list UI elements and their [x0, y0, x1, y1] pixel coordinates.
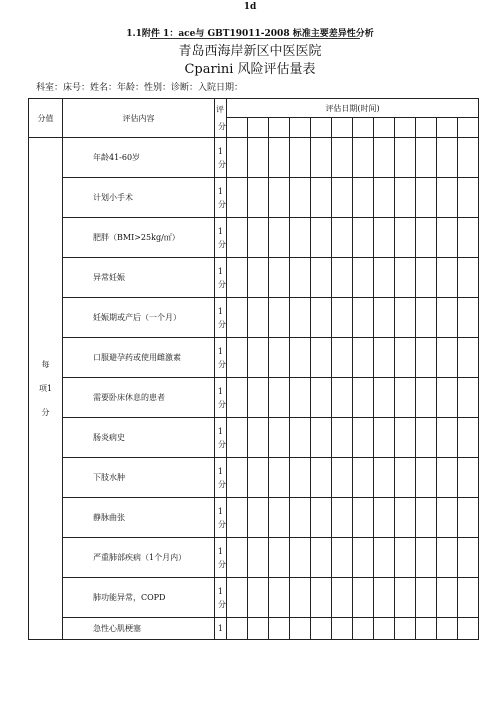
assessment-entry-cell[interactable]: [332, 458, 353, 498]
assessment-entry-cell[interactable]: [374, 538, 395, 578]
assessment-entry-cell[interactable]: [374, 338, 395, 378]
assessment-entry-cell[interactable]: [332, 578, 353, 618]
points-unit: 分: [218, 479, 226, 489]
assessment-entry-cell[interactable]: [353, 178, 374, 218]
assessment-entry-cell[interactable]: [458, 138, 479, 178]
assessment-entry-cell[interactable]: [290, 338, 311, 378]
assessment-entry-cell[interactable]: [458, 618, 479, 640]
risk-item-points: [215, 458, 227, 498]
assessment-entry-cell[interactable]: [374, 458, 395, 498]
points-unit: 分: [218, 199, 226, 209]
assessment-entry-cell[interactable]: [227, 138, 248, 178]
assessment-entry-cell[interactable]: [353, 418, 374, 458]
risk-item-label: 需要卧床休息的患者: [63, 378, 215, 418]
risk-item-points: [215, 178, 227, 218]
assessment-entry-cell[interactable]: [374, 378, 395, 418]
date-cell-header[interactable]: [353, 118, 374, 138]
assessment-entry-cell[interactable]: [332, 138, 353, 178]
assessment-entry-cell[interactable]: [227, 578, 248, 618]
date-cell-header[interactable]: [332, 118, 353, 138]
assessment-entry-cell[interactable]: [227, 258, 248, 298]
assessment-entry-cell[interactable]: [374, 258, 395, 298]
assessment-entry-cell[interactable]: [248, 578, 269, 618]
assessment-entry-cell[interactable]: [437, 418, 458, 458]
points-value: 1: [217, 346, 223, 356]
table-row: [29, 578, 479, 618]
assessment-entry-cell[interactable]: [248, 378, 269, 418]
assessment-entry-cell[interactable]: [332, 178, 353, 218]
points-value: 1: [217, 266, 223, 276]
assessment-entry-cell[interactable]: [290, 418, 311, 458]
assessment-entry-cell[interactable]: [353, 378, 374, 418]
assessment-entry-cell[interactable]: [269, 378, 290, 418]
assessment-entry-cell[interactable]: [374, 618, 395, 640]
assessment-entry-cell[interactable]: [395, 138, 416, 178]
date-cell-header[interactable]: [416, 118, 437, 138]
assessment-entry-cell[interactable]: [437, 458, 458, 498]
points-value: 1: [217, 546, 223, 556]
assessment-entry-cell[interactable]: [332, 538, 353, 578]
assessment-entry-cell[interactable]: [416, 218, 437, 258]
points-value: 1: [217, 186, 223, 196]
table-row: [29, 138, 479, 178]
risk-item-label: 口服避孕药或使用雌激素: [63, 338, 215, 378]
assessment-entry-cell[interactable]: [458, 498, 479, 538]
date-cell-header[interactable]: [227, 118, 248, 138]
assessment-entry-cell[interactable]: [290, 378, 311, 418]
assessment-entry-cell[interactable]: [227, 378, 248, 418]
points-unit: 分: [218, 399, 226, 409]
assessment-entry-cell[interactable]: [416, 138, 437, 178]
assessment-entry-cell[interactable]: [353, 138, 374, 178]
group-label-line: 分: [41, 407, 50, 417]
assessment-entry-cell[interactable]: [416, 618, 437, 640]
table-row: [29, 538, 479, 578]
assessment-entry-cell[interactable]: [311, 538, 332, 578]
points-header-bottom: 分: [218, 122, 226, 131]
assessment-entry-cell[interactable]: [311, 378, 332, 418]
assessment-entry-cell[interactable]: [269, 538, 290, 578]
page-number: 1d: [243, 2, 257, 12]
assessment-entry-cell[interactable]: [269, 578, 290, 618]
form-title: Cparini 风险评估量表: [184, 62, 316, 77]
hospital-name: 青岛西海岸新区中医医院: [178, 44, 322, 59]
assessment-entry-cell[interactable]: [269, 258, 290, 298]
table-row: [29, 618, 479, 640]
assessment-entry-cell[interactable]: [269, 338, 290, 378]
attachment-underline: [150, 38, 360, 39]
assessment-entry-cell[interactable]: [458, 258, 479, 298]
assessment-entry-cell[interactable]: [227, 218, 248, 258]
date-cell-header[interactable]: [374, 118, 395, 138]
assessment-entry-cell[interactable]: [332, 258, 353, 298]
table-row: [29, 338, 479, 378]
table-row: [29, 218, 479, 258]
table-row: [29, 498, 479, 538]
risk-item-points: [215, 138, 227, 178]
assessment-entry-cell[interactable]: [374, 498, 395, 538]
assessment-entry-cell[interactable]: [416, 538, 437, 578]
assessment-entry-cell[interactable]: [416, 298, 437, 338]
assessment-entry-cell[interactable]: [248, 218, 269, 258]
risk-assessment-table: [28, 98, 479, 640]
points-unit: 分: [218, 439, 226, 449]
assessment-entry-cell[interactable]: [416, 258, 437, 298]
assessment-entry-cell[interactable]: [458, 338, 479, 378]
risk-item-label: 妊娠期或产后（一个月）: [63, 298, 215, 338]
points-column-header: [215, 99, 227, 138]
assessment-entry-cell[interactable]: [416, 378, 437, 418]
points-unit: 分: [218, 519, 226, 529]
assessment-entry-cell[interactable]: [416, 418, 437, 458]
points-value: 1: [217, 624, 223, 633]
assessment-entry-cell[interactable]: [290, 538, 311, 578]
assessment-entry-cell[interactable]: [269, 458, 290, 498]
table-row: [29, 378, 479, 418]
assessment-entry-cell[interactable]: [353, 458, 374, 498]
assessment-entry-cell[interactable]: [248, 138, 269, 178]
assessment-entry-cell[interactable]: [395, 578, 416, 618]
assessment-entry-cell[interactable]: [290, 178, 311, 218]
points-value: 1: [217, 386, 223, 396]
assessment-entry-cell[interactable]: [290, 138, 311, 178]
assessment-entry-cell[interactable]: [395, 378, 416, 418]
risk-item-points: [215, 338, 227, 378]
assessment-entry-cell[interactable]: [248, 538, 269, 578]
group-label-line: 项1: [38, 383, 53, 393]
assessment-entry-cell[interactable]: [416, 578, 437, 618]
assessment-entry-cell[interactable]: [227, 538, 248, 578]
assessment-entry-cell[interactable]: [353, 298, 374, 338]
assessment-entry-cell[interactable]: [437, 378, 458, 418]
content-column-header: 评估内容: [63, 99, 215, 138]
assessment-entry-cell[interactable]: [290, 218, 311, 258]
assessment-entry-cell[interactable]: [227, 178, 248, 218]
assessment-entry-cell[interactable]: [311, 458, 332, 498]
risk-item-label: 静脉曲张: [63, 498, 215, 538]
assessment-entry-cell[interactable]: [437, 538, 458, 578]
assessment-entry-cell[interactable]: [374, 578, 395, 618]
date-cell-header[interactable]: [437, 118, 458, 138]
assessment-entry-cell[interactable]: [458, 218, 479, 258]
assessment-entry-cell[interactable]: [269, 498, 290, 538]
assessment-entry-cell[interactable]: [311, 218, 332, 258]
assessment-entry-cell[interactable]: [416, 178, 437, 218]
assessment-entry-cell[interactable]: [374, 138, 395, 178]
assessment-entry-cell[interactable]: [395, 618, 416, 640]
assessment-entry-cell[interactable]: [311, 418, 332, 458]
assessment-entry-cell[interactable]: [416, 338, 437, 378]
assessment-entry-cell[interactable]: [332, 338, 353, 378]
assessment-entry-cell[interactable]: [332, 298, 353, 338]
assessment-entry-cell[interactable]: [416, 498, 437, 538]
assessment-entry-cell[interactable]: [374, 218, 395, 258]
assessment-entry-cell[interactable]: [248, 458, 269, 498]
assessment-entry-cell[interactable]: [311, 618, 332, 640]
attachment-title: 1.1附件 1：ace与 GBT19011-2008 标准主要差异性分析: [126, 29, 374, 39]
assessment-entry-cell[interactable]: [248, 298, 269, 338]
assessment-entry-cell[interactable]: [395, 418, 416, 458]
date-cell-header[interactable]: [248, 118, 269, 138]
risk-item-points: [215, 218, 227, 258]
assessment-entry-cell[interactable]: [290, 498, 311, 538]
risk-item-label: 肺功能异常，COPD: [63, 578, 215, 618]
assessment-entry-cell[interactable]: [353, 538, 374, 578]
assessment-entry-cell[interactable]: [353, 618, 374, 640]
points-unit: 分: [218, 559, 226, 569]
assessment-entry-cell[interactable]: [458, 458, 479, 498]
table-row: [29, 258, 479, 298]
assessment-entry-cell[interactable]: [332, 218, 353, 258]
assessment-entry-cell[interactable]: [458, 378, 479, 418]
risk-item-points: [215, 378, 227, 418]
header-row-top: [29, 99, 479, 118]
assessment-entry-cell[interactable]: [290, 578, 311, 618]
assessment-entry-cell[interactable]: [290, 458, 311, 498]
points-unit: 分: [218, 359, 226, 369]
points-unit: 分: [218, 279, 226, 289]
assessment-entry-cell[interactable]: [437, 258, 458, 298]
table-row: [29, 458, 479, 498]
assessment-entry-cell[interactable]: [290, 258, 311, 298]
assessment-entry-cell[interactable]: [395, 538, 416, 578]
points-value: 1: [217, 426, 223, 436]
assessment-entry-cell[interactable]: [395, 258, 416, 298]
points-value: 1: [217, 146, 223, 156]
table-row: [29, 298, 479, 338]
assessment-entry-cell[interactable]: [395, 498, 416, 538]
points-header-top: 评: [216, 105, 224, 114]
assessment-entry-cell[interactable]: [395, 218, 416, 258]
assessment-entry-cell[interactable]: [290, 298, 311, 338]
risk-item-points: [215, 498, 227, 538]
assessment-entry-cell[interactable]: [395, 458, 416, 498]
assessment-entry-cell[interactable]: [269, 298, 290, 338]
points-value: 1: [217, 586, 223, 596]
assessment-entry-cell[interactable]: [437, 138, 458, 178]
assessment-entry-cell[interactable]: [227, 458, 248, 498]
assessment-entry-cell[interactable]: [311, 578, 332, 618]
risk-item-points: [215, 618, 227, 640]
assessment-entry-cell[interactable]: [248, 178, 269, 218]
assessment-entry-cell[interactable]: [227, 298, 248, 338]
points-value: 1: [217, 306, 223, 316]
assessment-entry-cell[interactable]: [227, 338, 248, 378]
date-column-header: 评估日期(时间): [227, 99, 479, 118]
assessment-entry-cell[interactable]: [437, 498, 458, 538]
assessment-entry-cell[interactable]: [332, 498, 353, 538]
assessment-entry-cell[interactable]: [248, 618, 269, 640]
points-unit: 分: [218, 319, 226, 329]
assessment-entry-cell[interactable]: [374, 298, 395, 338]
assessment-entry-cell[interactable]: [437, 298, 458, 338]
assessment-entry-cell[interactable]: [395, 178, 416, 218]
date-cell-header[interactable]: [395, 118, 416, 138]
assessment-entry-cell[interactable]: [332, 418, 353, 458]
group-label-line: 每: [41, 359, 50, 369]
assessment-entry-cell[interactable]: [332, 618, 353, 640]
assessment-entry-cell[interactable]: [290, 618, 311, 640]
assessment-entry-cell[interactable]: [227, 498, 248, 538]
assessment-entry-cell[interactable]: [248, 418, 269, 458]
date-cell-header[interactable]: [269, 118, 290, 138]
assessment-entry-cell[interactable]: [269, 178, 290, 218]
assessment-entry-cell[interactable]: [353, 218, 374, 258]
assessment-entry-cell[interactable]: [332, 378, 353, 418]
risk-item-points: [215, 538, 227, 578]
assessment-entry-cell[interactable]: [353, 338, 374, 378]
assessment-entry-cell[interactable]: [269, 418, 290, 458]
risk-item-label: 年龄41-60岁: [63, 138, 215, 178]
assessment-entry-cell[interactable]: [374, 178, 395, 218]
patient-info-line: 科室：床号：姓名：年龄：性别：诊断：入院日期：: [36, 83, 244, 93]
assessment-entry-cell[interactable]: [458, 298, 479, 338]
assessment-entry-cell[interactable]: [227, 418, 248, 458]
assessment-entry-cell[interactable]: [374, 418, 395, 458]
assessment-entry-cell[interactable]: [437, 578, 458, 618]
assessment-entry-cell[interactable]: [248, 258, 269, 298]
assessment-entry-cell[interactable]: [458, 178, 479, 218]
risk-item-points: [215, 298, 227, 338]
assessment-entry-cell[interactable]: [437, 218, 458, 258]
risk-item-label: 肥胖（BMI>25kg/㎡）: [63, 218, 215, 258]
risk-item-label: 严重肺部疾病（1个月内）: [63, 538, 215, 578]
assessment-entry-cell[interactable]: [248, 498, 269, 538]
assessment-entry-cell[interactable]: [458, 418, 479, 458]
date-cell-header[interactable]: [458, 118, 479, 138]
risk-item-label: 急性心肌梗塞: [63, 618, 215, 640]
risk-item-label: 下肢水肿: [63, 458, 215, 498]
assessment-entry-cell[interactable]: [311, 178, 332, 218]
assessment-entry-cell[interactable]: [311, 498, 332, 538]
assessment-entry-cell[interactable]: [458, 578, 479, 618]
points-value: 1: [217, 506, 223, 516]
risk-item-points: [215, 578, 227, 618]
points-value: 1: [217, 226, 223, 236]
table-row: [29, 418, 479, 458]
assessment-entry-cell[interactable]: [437, 338, 458, 378]
assessment-entry-cell[interactable]: [437, 618, 458, 640]
assessment-entry-cell[interactable]: [353, 258, 374, 298]
points-value: 1: [217, 466, 223, 476]
risk-item-label: 计划小手术: [63, 178, 215, 218]
assessment-entry-cell[interactable]: [395, 338, 416, 378]
date-cell-header[interactable]: [311, 118, 332, 138]
assessment-entry-cell[interactable]: [269, 218, 290, 258]
assessment-entry-cell[interactable]: [353, 498, 374, 538]
assessment-entry-cell[interactable]: [311, 338, 332, 378]
assessment-entry-cell[interactable]: [311, 258, 332, 298]
assessment-entry-cell[interactable]: [269, 138, 290, 178]
date-cell-header[interactable]: [290, 118, 311, 138]
risk-item-points: [215, 418, 227, 458]
assessment-entry-cell[interactable]: [416, 458, 437, 498]
risk-item-label: 异常妊娠: [63, 258, 215, 298]
group-score-label: [29, 138, 63, 640]
points-unit: 分: [218, 599, 226, 609]
table-row: [29, 178, 479, 218]
assessment-entry-cell[interactable]: [353, 578, 374, 618]
risk-item-points: [215, 258, 227, 298]
points-unit: 分: [218, 159, 226, 169]
score-column-header: 分值: [29, 99, 63, 138]
assessment-entry-cell[interactable]: [248, 338, 269, 378]
assessment-entry-cell[interactable]: [437, 178, 458, 218]
assessment-entry-cell[interactable]: [458, 538, 479, 578]
risk-item-label: 肠炎病史: [63, 418, 215, 458]
assessment-entry-cell[interactable]: [395, 298, 416, 338]
assessment-entry-cell[interactable]: [227, 618, 248, 640]
points-unit: 分: [218, 239, 226, 249]
assessment-entry-cell[interactable]: [269, 618, 290, 640]
assessment-entry-cell[interactable]: [311, 138, 332, 178]
assessment-entry-cell[interactable]: [311, 298, 332, 338]
